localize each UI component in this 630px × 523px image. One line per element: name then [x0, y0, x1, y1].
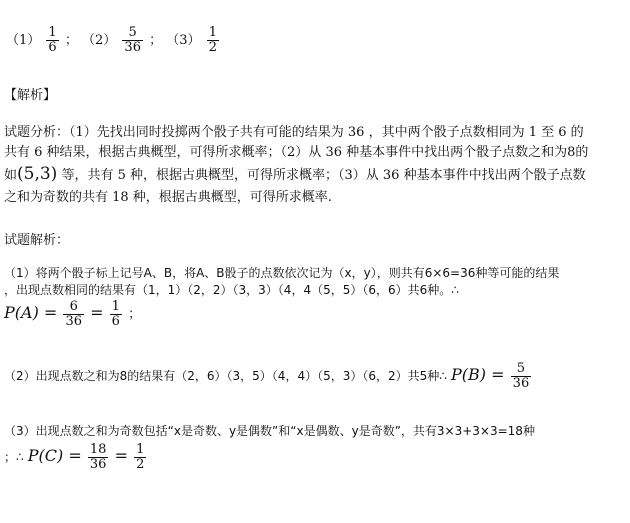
answers-line: [6, 26, 221, 55]
section-title: 【解析】: [4, 88, 57, 103]
prob-c-prefix: ；∴: [4, 450, 24, 464]
analysis-line-2: 共有 6 种结果，根据古典概型，可得所求概率；（2）从 36 种基本事件中找出两个骰子点数之和为8的: [4, 145, 589, 160]
prob-a-equals: =: [90, 303, 104, 322]
prob-b-numerator: 5: [511, 362, 532, 377]
answer-2-fraction: [122, 26, 143, 55]
solution-part3-formula: [4, 443, 148, 472]
solution-part1-formula: [4, 300, 141, 329]
prob-c-equals: =: [114, 446, 128, 465]
prob-a-fraction-1: [63, 300, 84, 329]
prob-b-label: P(B) =: [451, 365, 505, 384]
solution-part2-text: （2）出现点数之和为8的结果有（2，6）（3，5）（4，4）（5，3）（6，2）共5种∴: [4, 369, 447, 383]
answer-separator-2: ；: [149, 33, 163, 48]
analysis-line-4: 之和为奇数的共有 18 种，根据古典概型，可得所求概率.: [4, 190, 332, 205]
prob-c-fraction-2: [134, 443, 146, 472]
prob-a-label: P(A) =: [4, 303, 58, 322]
analysis-line-1: 试题分析：（1）先找出同时投掷两个骰子共有可能的结果为 36 ，其中两个骰子点数相同为 1 至 6 的: [4, 125, 584, 140]
answer-3-label: （3）: [166, 33, 201, 48]
prob-a-end: ；: [128, 307, 142, 322]
analysis-line-3-start: 如: [4, 168, 18, 183]
solution-heading: 试题解析：: [4, 233, 70, 248]
analysis-example-pair: (5,3): [17, 164, 58, 184]
answer-2-label: （2）: [82, 33, 117, 48]
prob-c-f1-numerator: 18: [89, 442, 107, 457]
answer-1-numerator: 1: [48, 25, 57, 40]
prob-c-f1-denominator: 36: [89, 457, 107, 472]
answer-2-numerator: 5: [122, 26, 143, 41]
prob-c-f2-denominator: 2: [136, 457, 145, 472]
prob-a-f2-numerator: 1: [111, 299, 120, 314]
prob-c-label: P(C) =: [27, 446, 82, 465]
prob-c-fraction-1: [88, 443, 109, 472]
answer-3-fraction: [207, 26, 219, 55]
analysis-line-3-end: 等，共有 5 种，根据古典概型，可得所求概率；（3）从 36 种基本事件中找出两个骰子点数: [57, 168, 586, 183]
prob-a-f2-denominator: 6: [111, 314, 120, 329]
prob-a-fraction-2: [110, 300, 122, 329]
answer-separator-1: ；: [64, 33, 78, 48]
solution-part1-line2: ，出现点数相同的结果有（1，1）（2，2）（3，3）（4，4（5，5）（6，6）共6种。∴: [4, 283, 459, 297]
prob-c-f2-numerator: 1: [136, 442, 145, 457]
solution-part2: [4, 362, 533, 391]
answer-1-label: （1）: [6, 33, 41, 48]
prob-b-denominator: 36: [512, 376, 530, 391]
answer-2-denominator: 36: [124, 40, 141, 55]
answer-3-denominator: 2: [208, 40, 217, 55]
solution-part3-line1: （3）出现点数之和为奇数包括“x是奇数、y是偶数”和“x是偶数、y是奇数”，共有3×3+3×3=18种: [4, 424, 535, 438]
prob-b-fraction: [511, 362, 532, 391]
prob-a-f1-denominator: 36: [65, 314, 82, 329]
solution-part1-line1: （1）将两个骰子标上记号A、B，将A、B骰子的点数依次记为（x，y），则共有6×6=36种等可能的结果: [4, 266, 560, 280]
answer-1-denominator: 6: [48, 40, 57, 55]
answer-1-fraction: [46, 26, 58, 55]
analysis-line-3: [4, 166, 586, 184]
answer-3-numerator: 1: [208, 25, 217, 40]
prob-a-f1-numerator: 6: [63, 300, 84, 315]
